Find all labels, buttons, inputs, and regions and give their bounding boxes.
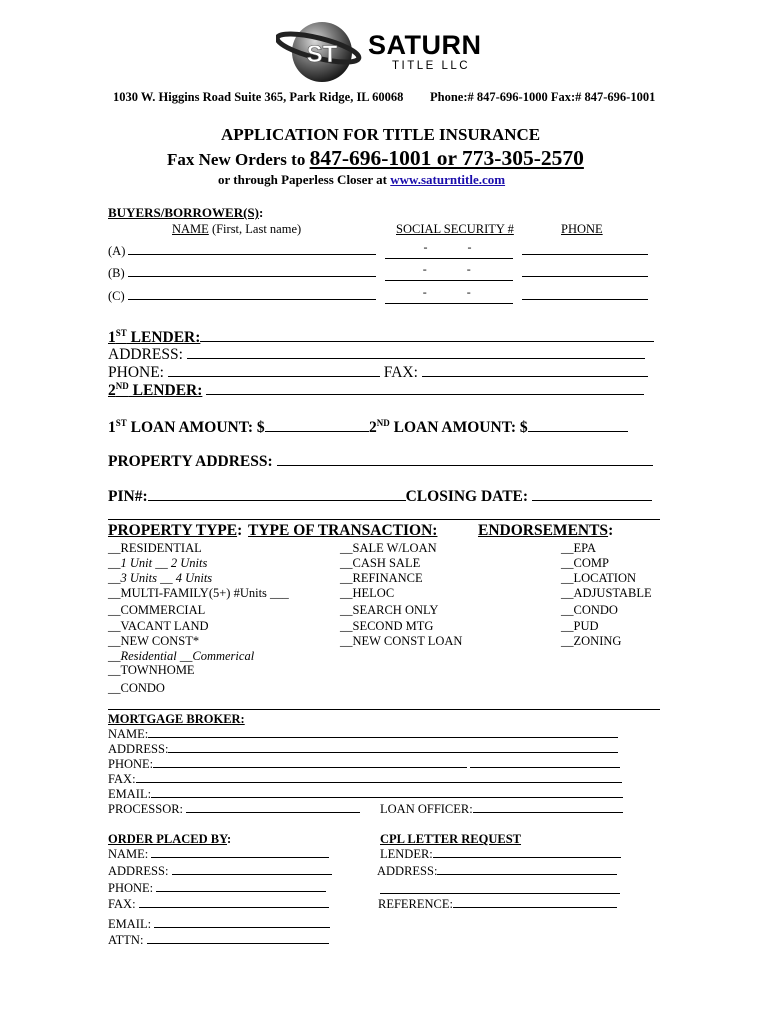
endorsements-heading	[478, 522, 613, 540]
broker-address-row	[108, 742, 618, 757]
order-heading-colon: :	[227, 832, 232, 846]
broker-name-label: NAME:	[108, 727, 149, 741]
cpl-lender-row	[380, 847, 621, 862]
second-lender-num: 2	[108, 382, 116, 400]
broker-processor-row	[108, 802, 360, 817]
broker-fax-field[interactable]	[136, 781, 622, 783]
property-address-label: PROPERTY ADDRESS:	[108, 453, 273, 470]
buyer-name-field[interactable]	[128, 275, 376, 277]
lender-fax-field[interactable]	[422, 375, 648, 377]
cpl-reference-label: REFERENCE:	[378, 897, 454, 911]
buyer-row-label: (A)	[108, 244, 126, 258]
endorsements-option[interactable]: __EPA	[561, 541, 596, 555]
endorsements-heading-text: ENDORSEMENTS	[478, 522, 609, 539]
name-col-label: NAME	[172, 222, 209, 236]
lender-phone-label: PHONE:	[108, 364, 164, 381]
company-phone-fax: Phone:# 847-696-1000 Fax:# 847-696-1001	[430, 90, 656, 104]
property-type-option[interactable]: __CONDO	[108, 681, 165, 695]
broker-fax-row	[108, 772, 622, 787]
buyers-name-col	[172, 222, 301, 237]
cpl-address-row	[377, 864, 617, 879]
buyer-ssn-field[interactable]	[385, 285, 513, 304]
processor-field[interactable]	[186, 811, 360, 813]
broker-phone-row	[108, 757, 620, 772]
closing-date-field[interactable]	[532, 499, 652, 501]
cpl-lender-field[interactable]	[433, 856, 621, 858]
broker-address-label: ADDRESS:	[108, 742, 169, 756]
logo-subtitle: TITLE LLC	[392, 60, 471, 72]
ssn-dash: -	[423, 240, 428, 254]
property-type-option[interactable]: __COMMERCIAL	[108, 603, 206, 617]
name-col-hint: (First, Last name)	[208, 222, 302, 236]
cpl-reference-row	[378, 897, 617, 912]
broker-email-row	[108, 787, 623, 802]
transaction-option[interactable]: __SALE W/LOAN	[340, 541, 437, 555]
transaction-option[interactable]: __NEW CONST LOAN	[340, 634, 463, 648]
broker-address-field[interactable]	[168, 751, 618, 753]
order-heading-text: ORDER PLACED BY	[108, 832, 228, 846]
endorsements-option[interactable]: __COMP	[561, 556, 609, 570]
property-type-option[interactable]: __VACANT LAND	[108, 619, 209, 633]
lender-address-row	[108, 346, 645, 364]
endorsements-option[interactable]: __PUD	[561, 619, 599, 633]
cpl-lender-label: LENDER:	[380, 847, 433, 861]
lender-phone-fax-row	[108, 364, 648, 382]
divider-2	[108, 709, 660, 710]
buyer-row-label: (C)	[108, 289, 125, 303]
buyer-phone-field[interactable]	[522, 298, 648, 300]
order-name-field[interactable]	[151, 856, 329, 858]
buyers-heading-text: BUYERS/BORROWER(S)	[108, 205, 259, 220]
order-fax-row	[108, 897, 329, 912]
order-email-label: EMAIL:	[108, 917, 152, 931]
first-loan-sup: ST	[115, 418, 127, 428]
property-type-option[interactable]: __TOWNHOME	[108, 663, 195, 677]
endorsements-colon: :	[608, 522, 614, 539]
second-loan-num: 2	[369, 419, 377, 437]
buyer-phone-field[interactable]	[522, 275, 648, 277]
first-loan-row	[108, 418, 369, 437]
company-address: 1030 W. Higgins Road Suite 365, Park Ridge, IL 60068	[113, 90, 404, 104]
buyer-row	[108, 285, 648, 304]
first-lender-num: 1	[108, 329, 116, 347]
second-loan-label: LOAN AMOUNT: $	[389, 419, 528, 437]
first-loan-num: 1	[108, 419, 116, 437]
buyer-ssn-field[interactable]	[385, 240, 513, 259]
property-type-option[interactable]: __MULTI-FAMILY(5+) #Units ___	[108, 586, 289, 600]
pin-row	[108, 488, 652, 506]
cpl-address-line2[interactable]	[380, 893, 620, 894]
phone-col-label: PHONE	[561, 222, 603, 236]
second-loan-field[interactable]	[528, 430, 628, 432]
fax-orders-prefix: Fax New Orders to	[167, 150, 310, 169]
closing-date-label: CLOSING DATE:	[405, 488, 529, 505]
order-name-row	[108, 847, 329, 862]
first-lender-field[interactable]	[200, 340, 654, 342]
loan-officer-field[interactable]	[473, 811, 623, 813]
lender-address-field[interactable]	[187, 357, 645, 359]
endorsements-option[interactable]: __ZONING	[561, 634, 622, 648]
property-type-option[interactable]: __3 Units __ 4 Units	[108, 571, 213, 585]
endorsements-option[interactable]: __CONDO	[561, 603, 618, 617]
broker-email-field[interactable]	[151, 796, 623, 798]
processor-label: PROCESSOR:	[108, 802, 184, 816]
ssn-dash: -	[466, 285, 471, 299]
order-address-field[interactable]	[172, 873, 332, 875]
endorsements-option[interactable]: __LOCATION	[561, 571, 636, 585]
paperless-line	[218, 172, 505, 188]
broker-phone-ext-field[interactable]	[470, 766, 620, 768]
order-fax-field[interactable]	[139, 906, 329, 908]
order-phone-field[interactable]	[156, 890, 326, 892]
cpl-address-field[interactable]	[437, 873, 617, 875]
property-type-option[interactable]: __RESIDENTIAL	[108, 541, 202, 555]
paperless-prefix: or through Paperless Closer at	[218, 172, 391, 187]
broker-loan-officer-row	[380, 802, 623, 817]
second-loan-row	[369, 418, 628, 437]
property-type-heading-text: PROPERTY TYPE	[108, 522, 238, 539]
buyers-heading	[108, 205, 263, 221]
transaction-option[interactable]: __CASH SALE	[340, 556, 421, 570]
buyers-heading-colon: :	[258, 205, 264, 220]
ssn-col-label: SOCIAL SECURITY #	[396, 222, 514, 236]
cpl-heading: CPL LETTER REQUEST	[380, 832, 522, 846]
order-phone-label: PHONE:	[108, 881, 154, 895]
company-logo	[276, 18, 506, 86]
second-lender-sup: ND	[115, 381, 129, 391]
order-email-row	[108, 917, 330, 932]
broker-phone-label: PHONE:	[108, 757, 154, 771]
first-lender-sup: ST	[115, 328, 127, 338]
broker-phone-field[interactable]	[153, 766, 467, 768]
lender-fax-label: FAX:	[383, 364, 418, 381]
logo-name: SATURN	[368, 30, 482, 60]
second-loan-sup: ND	[376, 418, 390, 428]
saturn-logo-icon	[276, 18, 366, 86]
ssn-dash: -	[422, 262, 427, 276]
endorsements-option[interactable]: __ADJUSTABLE	[561, 586, 652, 600]
property-address-row	[108, 453, 653, 471]
buyer-name-field[interactable]	[128, 298, 376, 300]
buyer-ssn-field[interactable]	[385, 262, 513, 281]
transaction-option[interactable]: __SEARCH ONLY	[340, 603, 439, 617]
first-loan-label: LOAN AMOUNT: $	[126, 419, 265, 437]
second-lender-row	[108, 381, 644, 400]
broker-name-row	[108, 727, 618, 742]
order-address-label: ADDRESS:	[108, 864, 169, 878]
second-lender-field[interactable]	[206, 393, 644, 395]
pin-label: PIN#:	[108, 488, 148, 505]
ssn-dash: -	[466, 262, 471, 276]
broker-name-field[interactable]	[148, 736, 618, 738]
order-attn-field[interactable]	[147, 942, 329, 944]
order-attn-label: ATTN:	[108, 933, 144, 947]
order-address-row	[108, 864, 332, 879]
loan-officer-label: LOAN OFFICER:	[380, 802, 473, 816]
cpl-reference-field[interactable]	[453, 906, 617, 908]
property-type-colon: :	[237, 522, 243, 539]
ssn-dash: -	[422, 285, 427, 299]
broker-fax-label: FAX:	[108, 772, 136, 786]
buyer-row-label: (B)	[108, 266, 125, 280]
first-lender-label: LENDER:	[126, 329, 201, 347]
divider-1	[108, 519, 660, 520]
buyer-row	[108, 262, 648, 281]
first-lender-row	[108, 328, 654, 347]
property-address-field[interactable]	[277, 464, 653, 466]
property-type-heading	[108, 522, 242, 540]
buyer-row	[108, 240, 648, 259]
svg-text:ST: ST	[306, 41, 338, 68]
order-heading	[108, 832, 231, 847]
fax-orders-numbers: 847-696-1001 or 773-305-2570	[309, 146, 584, 170]
order-name-label: NAME:	[108, 847, 149, 861]
order-phone-row	[108, 881, 326, 896]
transaction-heading: TYPE OF TRANSACTION:	[248, 522, 438, 539]
order-attn-row	[108, 933, 329, 948]
property-type-option[interactable]: __NEW CONST*	[108, 634, 200, 648]
ssn-dash: -	[467, 240, 472, 254]
broker-heading: MORTGAGE BROKER:	[108, 712, 245, 726]
transaction-option[interactable]: __HELOC	[340, 586, 395, 600]
transaction-option[interactable]: __SECOND MTG	[340, 619, 434, 633]
order-email-field[interactable]	[154, 926, 330, 928]
lender-address-label: ADDRESS:	[108, 346, 183, 363]
buyer-name-field[interactable]	[128, 253, 376, 255]
form-title: APPLICATION FOR TITLE INSURANCE	[221, 125, 541, 144]
lender-phone-field[interactable]	[168, 375, 380, 377]
second-lender-label: LENDER:	[128, 382, 203, 400]
property-type-option[interactable]: __Residential __Commerical	[108, 649, 255, 663]
transaction-option[interactable]: __REFINANCE	[340, 571, 423, 585]
broker-email-label: EMAIL:	[108, 787, 152, 801]
property-type-option[interactable]: __1 Unit __ 2 Units	[108, 556, 208, 570]
first-loan-field[interactable]	[265, 430, 369, 432]
website-link[interactable]: www.saturntitle.com	[390, 172, 506, 187]
pin-field[interactable]	[148, 499, 406, 501]
fax-orders-line	[167, 146, 584, 171]
cpl-address-label: ADDRESS:	[377, 864, 438, 878]
order-fax-label: FAX:	[108, 897, 136, 911]
buyer-phone-field[interactable]	[522, 253, 648, 255]
